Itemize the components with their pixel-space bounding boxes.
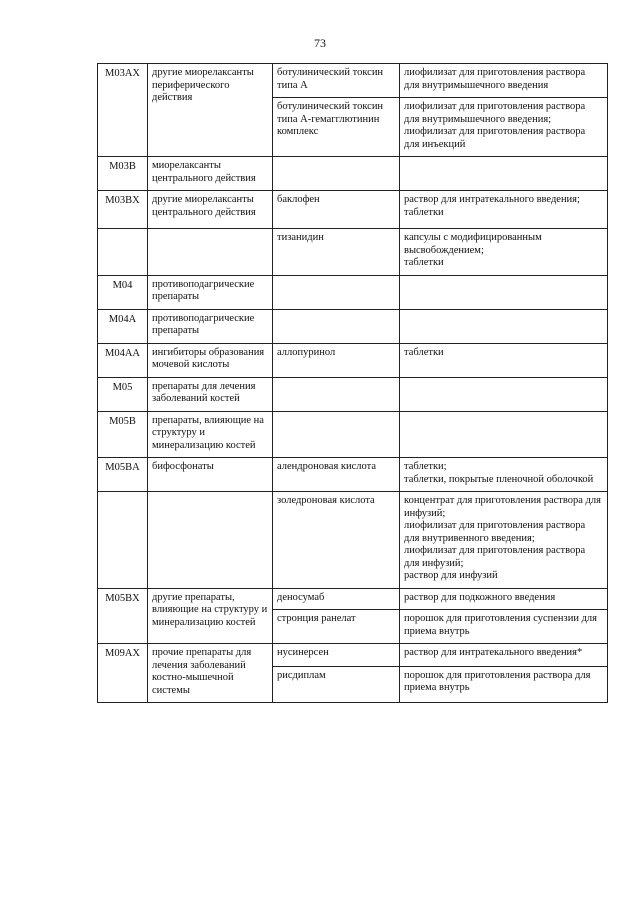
dosage-form-line: таблетки [404, 206, 444, 218]
anatomical-therapeutic-group: противоподагрические препараты [148, 275, 273, 309]
page-number: 73 [314, 36, 326, 50]
drug-name: баклофен [273, 191, 400, 229]
atc-code [98, 229, 148, 276]
dosage-form-line: таблетки [404, 346, 444, 358]
dosage-forms [400, 377, 608, 411]
drug-name: нусинерсен [273, 644, 400, 667]
table-row [98, 411, 608, 458]
drug-name: ботулинический токсин типа А [273, 64, 400, 98]
dosage-forms [400, 64, 608, 98]
atc-code: M05B [98, 411, 148, 458]
atc-code [98, 492, 148, 589]
dosage-forms [400, 458, 608, 492]
dosage-forms [400, 666, 608, 702]
table-row [98, 157, 608, 191]
dosage-forms [400, 492, 608, 589]
table-row [98, 191, 608, 229]
dosage-forms [400, 411, 608, 458]
table-row [98, 458, 608, 492]
table-row [98, 64, 608, 98]
drug-table [97, 63, 608, 703]
drug-name: рисдиплам [273, 666, 400, 702]
dosage-forms [400, 588, 608, 610]
anatomical-therapeutic-group: миорелаксанты центрального действия [148, 157, 273, 191]
drug-name: золедроновая кислота [273, 492, 400, 589]
anatomical-therapeutic-group: противоподагрические препараты [148, 309, 273, 343]
atc-code: M04AA [98, 343, 148, 377]
dosage-form-line: раствор для интратекального введения* [404, 647, 583, 658]
table-row [98, 229, 608, 276]
drug-name: деносумаб [273, 588, 400, 610]
table-row [98, 275, 608, 309]
atc-code: M09AX [98, 644, 148, 703]
dosage-form-line: лиофилизат для приготовления раствора для внутривенного введения; [404, 520, 586, 544]
table-row [98, 343, 608, 377]
table-row [98, 377, 608, 411]
dosage-forms [400, 644, 608, 667]
dosage-forms [400, 343, 608, 377]
dosage-form-line: лиофилизат для приготовления раствора для внутримышечного введения [404, 67, 586, 91]
dosage-forms [400, 157, 608, 191]
anatomical-therapeutic-group: другие препараты, влияющие на структуру и минерализацию костей [148, 588, 273, 644]
dosage-form-line: концентрат для приготовления раствора для инфузий; [404, 495, 601, 519]
drug-name [273, 411, 400, 458]
anatomical-therapeutic-group: другие миорелаксанты центрального действия [148, 191, 273, 229]
dosage-form-line: капсулы с модифицированным высвобождением; [404, 232, 542, 256]
drug-name [273, 157, 400, 191]
dosage-form-line: лиофилизат для приготовления раствора для внутримышечного введения; [404, 101, 586, 125]
dosage-form-line: таблетки, покрытые пленочной оболочкой [404, 473, 594, 485]
anatomical-therapeutic-group: другие миорелаксанты периферического действия [148, 64, 273, 157]
dosage-form-line: порошок для приготовления суспензии для приема внутрь [404, 613, 597, 637]
atc-code: M03BX [98, 191, 148, 229]
anatomical-therapeutic-group: препараты для лечения заболеваний костей [148, 377, 273, 411]
dosage-form-line: раствор для инфузий [404, 570, 498, 581]
dosage-forms [400, 309, 608, 343]
drug-name: аллопуринол [273, 343, 400, 377]
drug-name: алендроновая кислота [273, 458, 400, 492]
dosage-form-line: лиофилизат для приготовления раствора для инъекций [404, 126, 586, 150]
dosage-forms [400, 191, 608, 229]
drug-name: ботулинический токсин типа А-гемагглютинин комплекс [273, 98, 400, 157]
dosage-form-line: таблетки; [404, 461, 447, 472]
dosage-forms [400, 229, 608, 276]
table-body [98, 64, 608, 703]
drug-name [273, 309, 400, 343]
drug-name: стронция ранелат [273, 610, 400, 644]
drug-name: тизанидин [273, 229, 400, 276]
dosage-forms [400, 275, 608, 309]
atc-code: M03B [98, 157, 148, 191]
table-row [98, 492, 608, 589]
atc-code: M04A [98, 309, 148, 343]
dosage-form-line: порошок для приготовления раствора для приема внутрь [404, 669, 591, 694]
dosage-form-line: раствор для подкожного введения [404, 591, 556, 603]
dosage-form-line: раствор для интратекального введения; [404, 194, 580, 205]
anatomical-therapeutic-group: препараты, влияющие на структуру и минерализацию костей [148, 411, 273, 458]
dosage-form-line: таблетки [404, 257, 444, 268]
atc-code: M05 [98, 377, 148, 411]
dosage-forms [400, 610, 608, 644]
anatomical-therapeutic-group [148, 229, 273, 276]
atc-code: M03AX [98, 64, 148, 157]
table-row [98, 644, 608, 667]
drug-name [273, 275, 400, 309]
table-row [98, 309, 608, 343]
anatomical-therapeutic-group [148, 492, 273, 589]
dosage-forms [400, 98, 608, 157]
dosage-form-line: лиофилизат для приготовления раствора для инфузий; [404, 545, 586, 569]
atc-code: M05BX [98, 588, 148, 644]
table-row [98, 588, 608, 610]
drug-name [273, 377, 400, 411]
anatomical-therapeutic-group: прочие препараты для лечения заболеваний костно-мышечной системы [148, 644, 273, 703]
anatomical-therapeutic-group: бифосфонаты [148, 458, 273, 492]
atc-code: M05BA [98, 458, 148, 492]
atc-code: M04 [98, 275, 148, 309]
anatomical-therapeutic-group: ингибиторы образования мочевой кислоты [148, 343, 273, 377]
